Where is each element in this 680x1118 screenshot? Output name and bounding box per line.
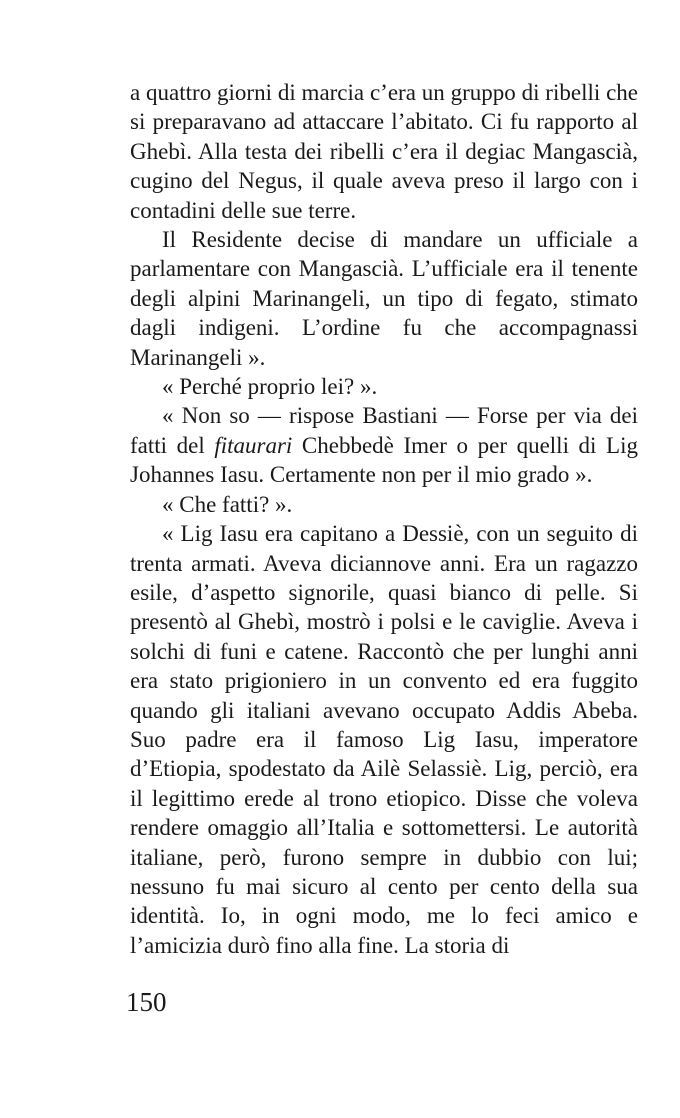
paragraph-3: « Perché proprio lei? ».	[162, 374, 378, 400]
paragraph-4-text-b: Chebbedè Imer o per quelli di Lig Johannes Iasu. Certamente non per il mio grado ».	[130, 432, 638, 488]
paragraph-4	[130, 401, 638, 489]
paragraph-6: « Lig Iasu era capitano a Dessiè, con un seguito di trenta armati. Aveva diciannove anni. Era un ragazzo esile, d’aspetto signorile, quasi bianco di pelle. Si presentò al Ghebì, mostrò i polsi e le caviglie. Aveva i solchi di funi e catene. Raccontò che per lunghi anni era stato prigioniero in un convento ed era fuggito quando gli italiani avevano occupato Addis Abeba. Suo padre era il famoso Lig Iasu, imperatore d’Etiopia, spodestato da Ailè Selassiè. Lig, perciò, era il legittimo erede al trono etiopico. Disse che voleva rendere omaggio all’Italia e sottomettersi. Le autorità italiane, però, furono sempre in dubbio con lui; nessuno fu mai sicuro al cento per cento della sua identità. Io, in ogni modo, me lo feci amico e l’amicizia durò fino alla fine. La storia di	[130, 521, 638, 958]
page-number: 150	[126, 987, 167, 1017]
paragraph-2: Il Residente decise di mandare un ufficiale a parlamentare con Mangascià. L’ufficiale era il tenente degli alpini Marinangeli, un tipo di fegato, stimato dagli indigeni. L’ordine fu che accompagnassi Marinangeli ».	[130, 227, 638, 370]
paragraph-5: « Che fatti? ».	[162, 491, 293, 517]
paragraph-4-text-a: « Non so — rispose Bastiani — Forse per via dei fatti del	[130, 403, 638, 458]
body-text	[130, 78, 638, 960]
paragraph-1: a quattro giorni di marcia c’era un gruppo di ribelli che si preparavano ad attaccare l’abitato. Ci fu rapporto al Ghebì. Alla testa dei ribelli c’era il degiac Mangascià, cugino del Negus, il quale aveva preso il largo con i contadini delle sue terre.	[130, 80, 638, 223]
paragraph-4-italic-term: fitaurari	[214, 432, 293, 458]
